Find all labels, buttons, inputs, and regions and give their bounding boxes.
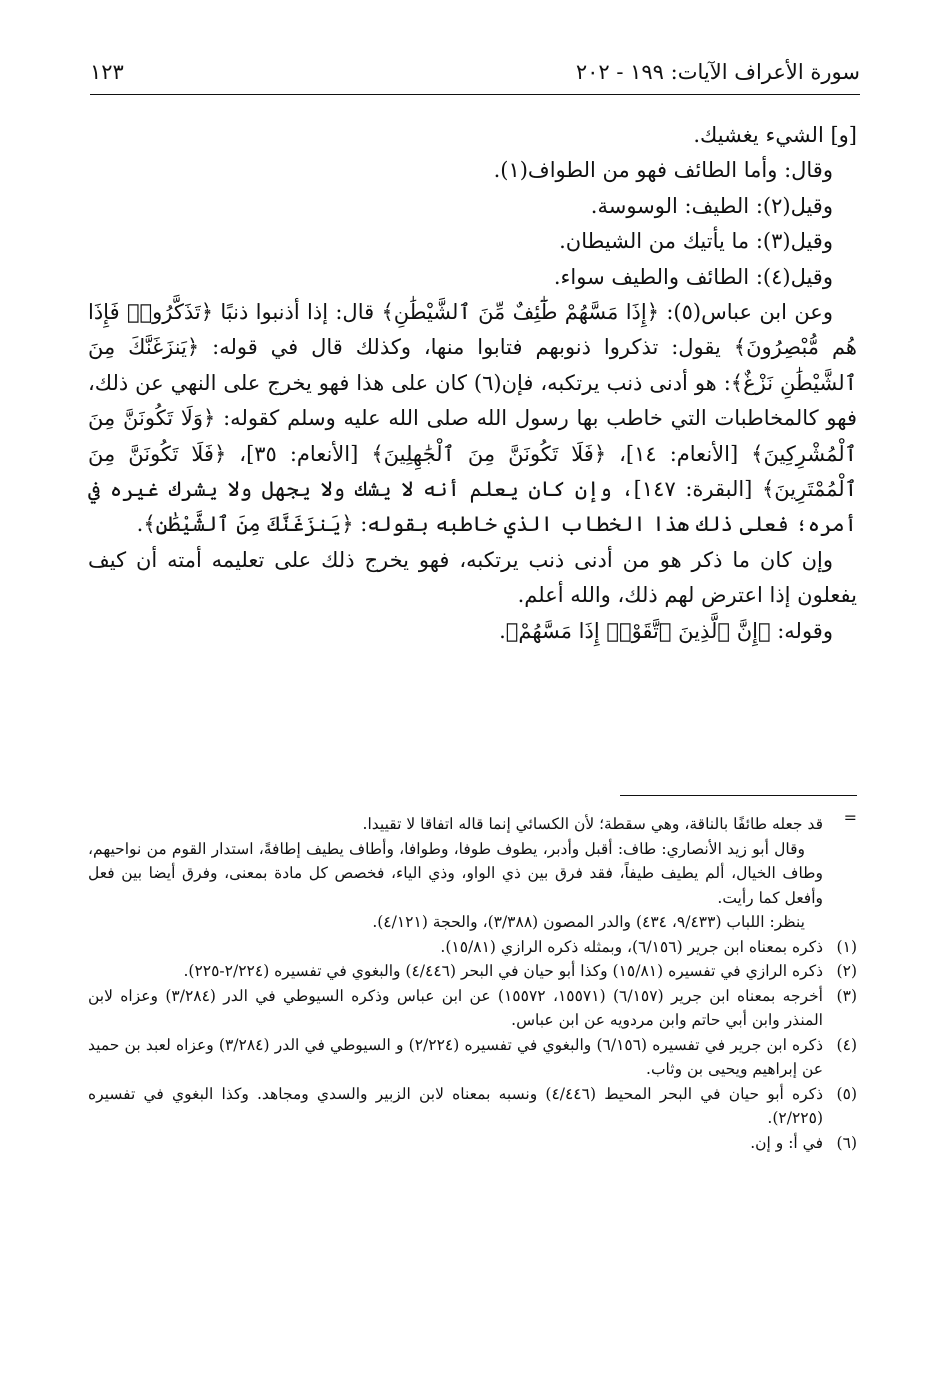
footnote-text: في أ: و إن. <box>750 1133 823 1152</box>
footnote-number: (٤) <box>836 1035 857 1054</box>
footnote-text: ذكره الرازي في تفسيره (١٥/٨١) وكذا أبو حيان في البحر (٤/٤٤٦) والبغوي في تفسيره (٢/٢٢٤-٢٢٥). <box>183 962 823 980</box>
page-header <box>90 52 860 92</box>
paragraph: وقال: وأما الطائف فهو من الطواف(١). <box>493 158 833 183</box>
footnote-number: (٦) <box>836 1133 857 1152</box>
footnote-number: (٣) <box>836 986 857 1005</box>
footnote-number: (٢) <box>836 962 857 980</box>
paragraph: وقيل(٣): ما يأتيك من الشيطان. <box>559 229 833 254</box>
running-title: سورة الأعراف الآيات: ١٩٩ - ٢٠٢ <box>575 60 860 84</box>
footnote <box>88 1131 857 1156</box>
footnotes <box>88 812 857 1155</box>
paragraph: وعن ابن عباس(٥): ﴿إِذَا مَسَّهُمْ طَٰٓئِفٌ مِّنَ ٱلشَّيْطَٰنِ﴾ قال: إذا أذنبوا ذنبًا ﴿تَذَكَّرُوا۟ فَإِذَا هُم مُّبْصِرُونَ﴾ يقول: تذكروا ذنوبهم فتابوا منها، وكذلك قال في قوله: ﴿يَنزَغَنَّكَ مِنَ ٱلشَّيْطَٰنِ نَزْغٌ﴾: هو أدنى ذنب يرتكبه، فإن(٦) كان على هذا فهو يخرج على النهي عن ذلك، فهو كالمخاطبات التي خاطب بها رسول الله صلى الله عليه وسلم كقوله: ﴿وَلَا تَكُونَنَّ مِنَ ٱلْمُشْرِكِينَ﴾ [الأنعام: ١٤]، ﴿فَلَا تَكُونَنَّ مِنَ ٱلْجَٰهِلِينَ﴾ [الأنعام: ٣٥]، ﴿فَلَا تَكُونَنَّ مِنَ ٱلْمُمْتَرِينَ﴾ [البقرة: ١٤٧]، وإن كان يعلم أنه لا يشك ولا يجهل ولا يشرك غيره في أمره؛ فعلى ذلك هذا الخطاب الذي خاطبه بقوله: ﴿يَنزَغَنَّكَ مِنَ ٱلشَّيْطَٰنِ﴾. <box>88 300 857 537</box>
header-rule <box>90 94 860 95</box>
paragraph: وقيل(٤): الطائف والطيف سواء. <box>553 264 833 289</box>
paragraph: [و] الشيء يغشيك. <box>693 123 857 147</box>
paragraph: وقوله: ﴿إِنَّ ٱلَّذِينَ ٱتَّقَوْا۟ إِذَا مَسَّهُمْ﴾. <box>499 618 833 643</box>
footnote <box>88 984 857 1033</box>
footnote-number: (٥) <box>836 1084 857 1103</box>
footnote <box>88 935 857 960</box>
footnote-text: ذكره ابن جرير في تفسيره (٦/١٥٦) والبغوي في تفسيره (٢/٢٢٤) و السيوطي في الدر (٣/٢٨٤) وعزاه لعبد بن حميد عن إبراهيم ويحيى بن وثاب. <box>88 1035 824 1078</box>
footnote-continuation: وقال أبو زيد الأنصاري: طاف: أقبل وأدبر، يطوف طوفا، وطوافا، وأطاف يطيف إطافةً، استدار القوم من نواحيهم، وطاف الخيال، ألم يطيف طيفاً، فقد فرق بين ذي الواو، وذي الياء، فخصص كل مادة بمعنى، وفرق أيضا بين فعل وأفعل كما رأيت. <box>88 839 823 907</box>
footnote-continuation: قد جعله طائفًا بالناقة، وهي سقطة؛ لأن الكسائي إنما قاله اتفاقا لا تقييدا. <box>362 815 823 833</box>
page-number: ١٢٣ <box>90 60 124 84</box>
footnote-continuation: ينظر: اللباب (٩/٤٣٣، ٤٣٤) والدر المصون (٣/٣٨٨)، والحجة (٤/١٢١). <box>372 913 805 931</box>
main-text <box>88 118 857 649</box>
footnote-number: (١) <box>836 937 857 956</box>
footnote-continuation-marker: = <box>843 808 857 827</box>
footnote-text: ذكره بمعناه ابن جرير (٦/١٥٦)، وبمثله ذكره الرازي (١٥/٨١). <box>440 937 823 956</box>
footnote-separator <box>620 795 857 796</box>
paragraph: وإن كان ما ذكر هو من أدنى ذنب يرتكبه، فهو يخرج ذلك على تعليمه أمته أن كيف يفعلون إذا اعترض لهم ذلك، والله أعلم. <box>88 547 857 608</box>
paragraph: وقيل(٢): الطيف: الوسوسة. <box>590 193 833 218</box>
footnote-text: ذكره أبو حيان في البحر المحيط (٤/٤٤٦) ونسبه بمعناه لابن الزبير والسدي ومجاهد. وكذا البغوي في تفسيره (٢/٢٢٥). <box>88 1084 823 1127</box>
footnote <box>88 959 857 984</box>
footnote <box>88 1033 857 1082</box>
footnote <box>88 1082 857 1131</box>
footnote-text: أخرجه بمعناه ابن جرير (٦/١٥٧) (١٥٥٧١، ١٥٥٧٢) عن ابن عباس وذكره السيوطي في الدر (٣/٢٨٤) وعزاه لابن المنذر وابن أبي حاتم وابن مردويه عن ابن عباس. <box>88 986 823 1029</box>
